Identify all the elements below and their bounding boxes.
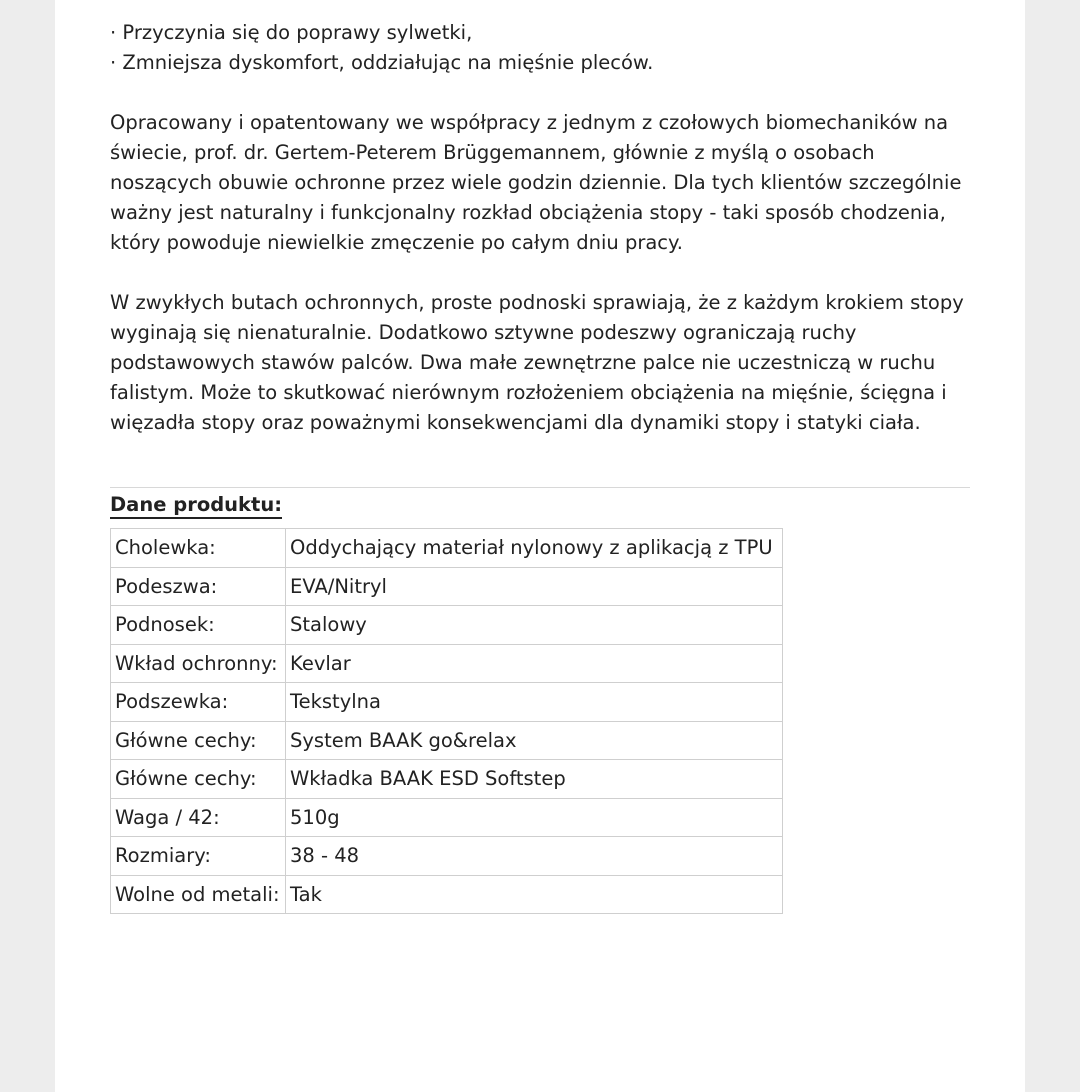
table-row xyxy=(111,837,783,876)
table-row xyxy=(111,760,783,799)
table-row xyxy=(111,798,783,837)
spec-value: Kevlar xyxy=(286,644,783,683)
spec-label: Wolne od metali: xyxy=(111,875,286,914)
spec-label: Podnosek: xyxy=(111,606,286,645)
table-row xyxy=(111,875,783,914)
description-content xyxy=(110,18,980,438)
paragraph-line: Opracowany i opatentowany we współpracy z jednym z czołowych biomechaników na xyxy=(110,111,949,134)
table-row xyxy=(111,529,783,568)
table-row xyxy=(111,567,783,606)
spec-label: Cholewka: xyxy=(111,529,286,568)
spec-label: Podszewka: xyxy=(111,683,286,722)
spec-value: Oddychający materiał nylonowy z aplikacją z TPU xyxy=(286,529,783,568)
paragraph-line: świecie, prof. dr. Gertem-Peterem Brüggemannem, głównie z myślą o osobach xyxy=(110,141,875,164)
spec-value: Tekstylna xyxy=(286,683,783,722)
page-container xyxy=(55,0,1025,1092)
paragraph-line: ważny jest naturalny i funkcjonalny rozkład obciążenia stopy - taki sposób chodzenia, xyxy=(110,201,946,224)
paragraph-biomechanics xyxy=(110,108,980,258)
spec-value: System BAAK go&relax xyxy=(286,721,783,760)
spec-value: 38 - 48 xyxy=(286,837,783,876)
table-row xyxy=(111,721,783,760)
paragraph-line: wyginają się nienaturalnie. Dodatkowo sztywne podeszwy ograniczają ruchy xyxy=(110,321,857,344)
spec-label: Wkład ochronny: xyxy=(111,644,286,683)
spec-label: Waga / 42: xyxy=(111,798,286,837)
spec-label: Główne cechy: xyxy=(111,721,286,760)
product-data-section xyxy=(110,487,970,519)
product-data-heading: Dane produktu: xyxy=(110,493,282,519)
paragraph-line: podstawowych stawów palców. Dwa małe zewnętrzne palce nie uczestniczą w ruchu xyxy=(110,351,936,374)
spec-value: 510g xyxy=(286,798,783,837)
spec-label: Główne cechy: xyxy=(111,760,286,799)
paragraph-line: W zwykłych butach ochronnych, proste podnoski sprawiają, że z każdym krokiem stopy xyxy=(110,291,964,314)
list-item: · Zmniejsza dyskomfort, oddziałując na mięśnie pleców. xyxy=(110,51,654,74)
paragraph-line: noszących obuwie ochronne przez wiele godzin dziennie. Dla tych klientów szczególnie xyxy=(110,171,962,194)
paragraph-line: falistym. Może to skutkować nierównym rozłożeniem obciążenia na mięśnie, ścięgna i xyxy=(110,381,947,404)
list-item: · Przyczynia się do poprawy sylwetki, xyxy=(110,21,473,44)
spec-value: Stalowy xyxy=(286,606,783,645)
paragraph-safety-shoes xyxy=(110,288,980,438)
product-specs-table xyxy=(110,528,783,914)
table-row xyxy=(111,683,783,722)
spec-value: Tak xyxy=(286,875,783,914)
spec-label: Rozmiary: xyxy=(111,837,286,876)
paragraph-line: więzadła stopy oraz poważnymi konsekwencjami dla dynamiki stopy i statyki ciała. xyxy=(110,411,921,434)
spec-value: EVA/Nitryl xyxy=(286,567,783,606)
table-row xyxy=(111,606,783,645)
table-row xyxy=(111,644,783,683)
spec-label: Podeszwa: xyxy=(111,567,286,606)
spec-value: Wkładka BAAK ESD Softstep xyxy=(286,760,783,799)
feature-list xyxy=(110,18,980,78)
paragraph-line: który powoduje niewielkie zmęczenie po całym dniu pracy. xyxy=(110,231,683,254)
